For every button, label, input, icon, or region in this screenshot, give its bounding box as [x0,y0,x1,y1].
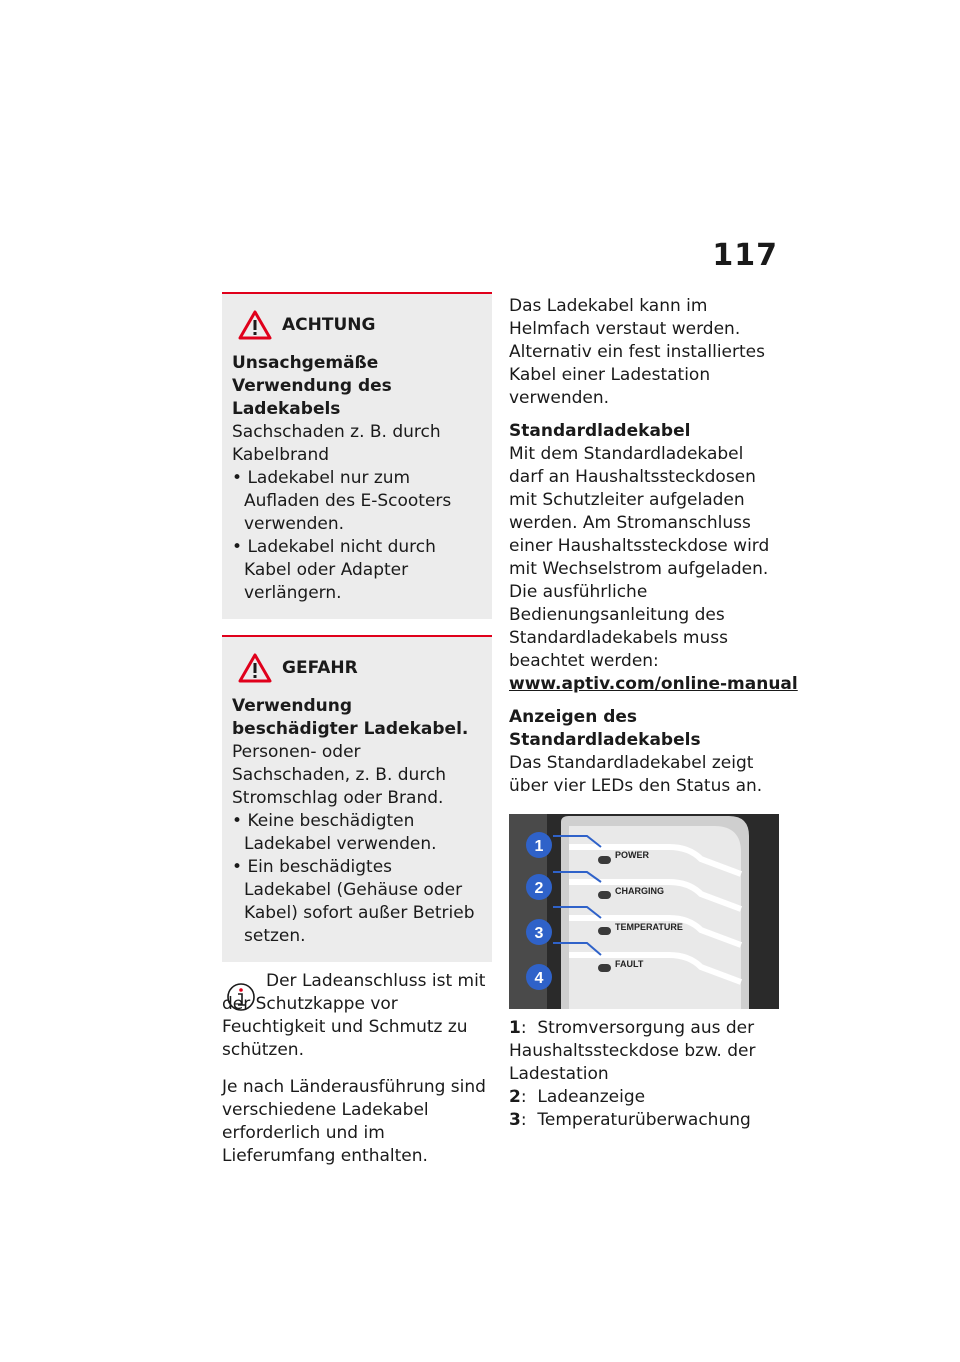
left-column [222,292,492,1178]
led-figure [509,814,779,1009]
led-label-charging: CHARGING [615,886,664,896]
warning-consequence: Sachschaden z. B. durch Kabelbrand [232,422,441,465]
callout-3-number: 3 [534,925,544,942]
danger-consequence: Personen- oder Sachschaden, z. B. durch Stromschlag oder Brand. [232,742,447,808]
legend-text: Temperaturüberwachung [537,1110,751,1130]
right-intro: Das Ladekabel kann im Helmfach verstaut werden. Alternativ ein fest installiertes Kabel einer Ladestation verwenden. [509,296,765,408]
right-column [509,295,798,1132]
warning-subject: Unsachgemäße Verwendung des Ladekabels [232,353,392,419]
danger-label: GEFAHR [282,658,358,678]
callout-2-number: 2 [534,880,544,897]
legend-text: Ladeanzeige [537,1087,646,1107]
warning-box [222,292,492,619]
led-panel-illustration [509,814,779,1009]
led-label-temperature: TEMPERATURE [615,922,683,932]
bullet-item: • Ladekabel nur zum Aufladen des E-Scooters verwenden. [232,467,482,536]
warning-triangle-icon [238,653,272,683]
legend-item-3: 3: Temperaturüberwachung [509,1110,751,1130]
danger-box [222,635,492,962]
led-label-fault: FAULT [615,959,644,969]
left-paragraph: Je nach Länderausführung sind verschiedene Ladekabel erforderlich und im Lieferumfang enthalten. [222,1077,486,1166]
legend-item-1: 1: Stromversorgung aus der Haushaltssteckdose bzw. der Ladestation [509,1018,756,1084]
legend-text: Stromversorgung aus der Haushaltssteckdose bzw. der Ladestation [509,1018,756,1084]
info-note [222,970,492,1062]
legend-number: 2 [509,1087,521,1107]
bullet-item: • Keine beschädigten Ladekabel verwenden. [232,810,482,856]
warning-header [232,310,482,340]
standard-cable-heading: Standardladekabel [509,421,691,441]
legend-item-2: 2: Ladeanzeige [509,1087,646,1107]
standard-cable-text: Mit dem Standardladekabel darf an Haushaltssteckdosen mit Schutzleiter aufgeladen werden. Am Stromanschluss einer Haushaltssteckdose wird mit Wechselstrom aufgeladen. Die ausführliche Bedienungsanleitung des Standardladekabels muss beachtet werden: [509,444,770,671]
legend-number: 1 [509,1018,521,1038]
legend-number: 3 [509,1110,521,1130]
info-icon [226,980,256,1014]
warning-label: ACHTUNG [282,315,376,335]
led-label-power: POWER [615,850,650,860]
danger-header [232,653,482,683]
indicators-text: Das Standardladekabel zeigt über vier LEDs den Status an. [509,753,763,796]
bullet-item: • Ein beschädigtes Ladekabel (Gehäuse oder Kabel) sofort außer Betrieb setzen. [232,856,482,948]
warning-bullets [232,467,482,605]
warning-triangle-icon [238,310,272,340]
danger-bullets [232,810,482,948]
manual-link[interactable]: www.aptiv.com/online-manual [509,674,798,694]
bullet-item: • Ladekabel nicht durch Kabel oder Adapter verlängern. [232,536,482,605]
indicators-heading: Anzeigen des Standardladekabels [509,707,701,750]
info-note-text: Der Ladeanschluss ist mit der Schutzkappe vor Feuchtigkeit und Schmutz zu schützen. [222,971,486,1060]
danger-subject: Verwendung beschädigter Ladekabel. [232,696,469,739]
callout-4-number: 4 [534,970,544,987]
page-number: 117 [712,238,778,273]
callout-1-number: 1 [534,838,544,855]
